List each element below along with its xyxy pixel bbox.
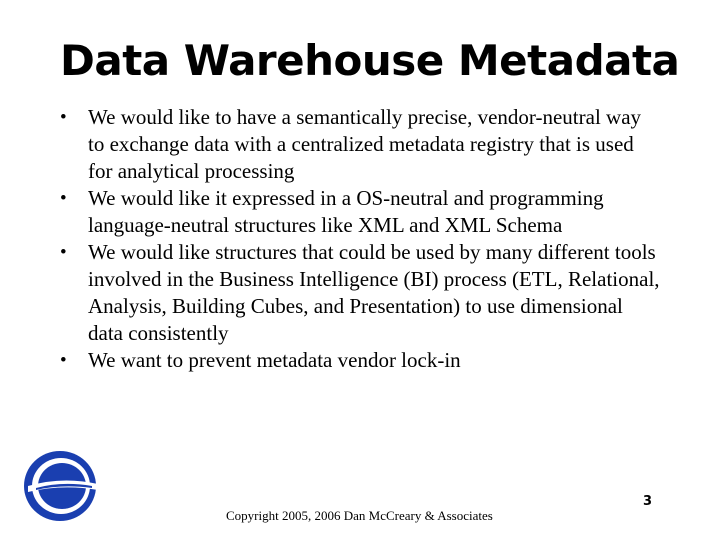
- bullet-text: We would like structures that could be used by many different tools involved in the Business Intelligence (BI) process (ETL, Relational, Analysis, Building Cubes, and Presentation) to use dimensional data consistently: [88, 240, 660, 345]
- e-logo-icon: [22, 448, 98, 524]
- bullet-item: [60, 239, 660, 347]
- bullet-marker: •: [60, 242, 67, 263]
- bullet-text: We want to prevent metadata vendor lock-in: [88, 348, 461, 372]
- bullet-marker: •: [60, 188, 67, 209]
- copyright-footer: Copyright 2005, 2006 Dan McCreary & Associates: [226, 508, 493, 523]
- bullet-list: [60, 104, 660, 374]
- bullet-item: [60, 347, 660, 374]
- bullet-text: We would like it expressed in a OS-neutral and programming language-neutral structures like XML and XML Schema: [88, 186, 604, 237]
- bullet-marker: •: [60, 107, 67, 128]
- page-number: 3: [643, 494, 653, 509]
- slide-title: Data Warehouse Metadata: [60, 36, 680, 85]
- bullet-item: [60, 104, 660, 185]
- bullet-marker: •: [60, 350, 67, 371]
- bullet-text: We would like to have a semantically precise, vendor-neutral way to exchange data with a centralized metadata registry that is used for analytical processing: [88, 105, 642, 183]
- bullet-item: [60, 185, 660, 239]
